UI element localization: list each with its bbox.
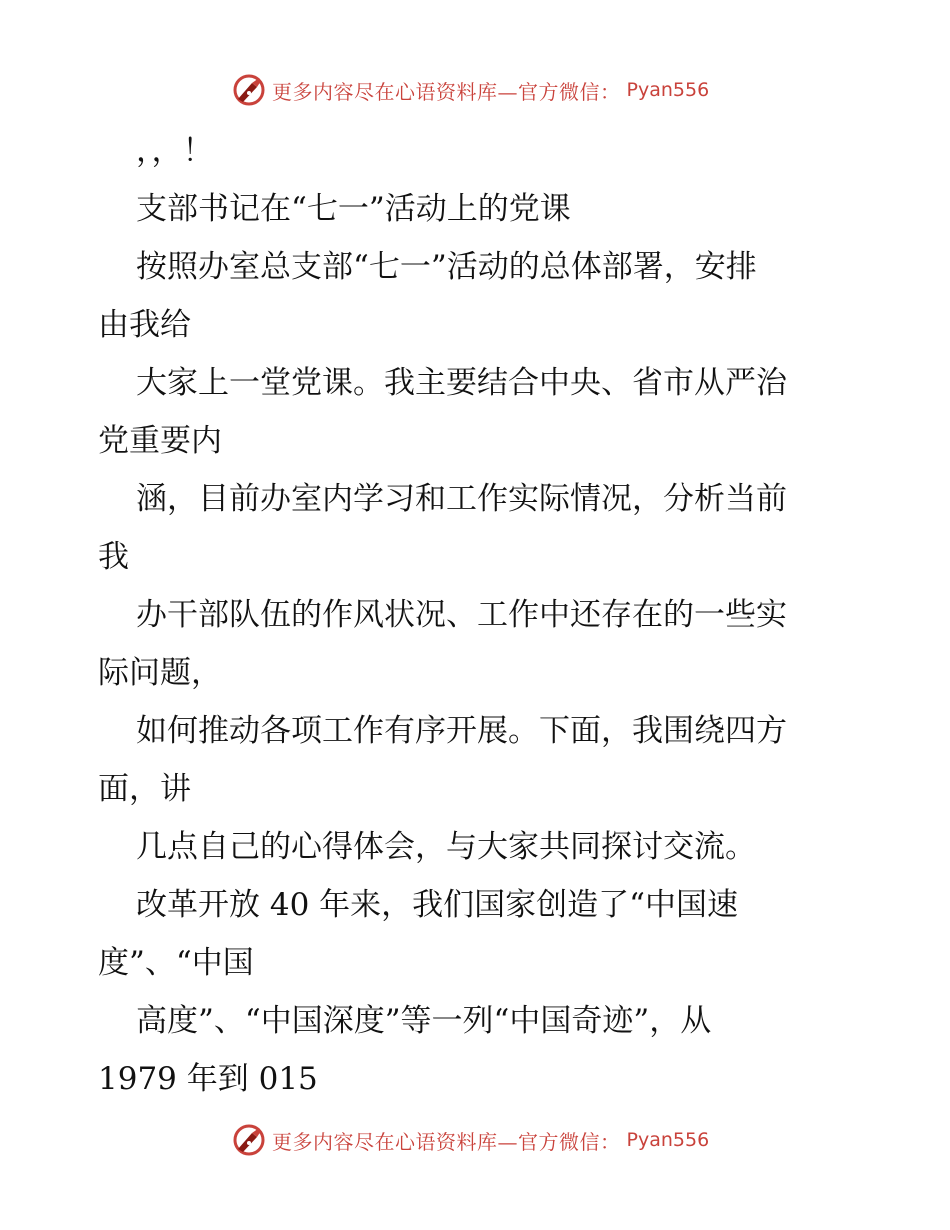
text-line: 涵，目前办室内学习和工作实际情况，分析当前: [136, 481, 787, 517]
text-line: 支部书记在“七一”活动上的党课: [136, 191, 571, 227]
pen-nib-icon: [232, 73, 266, 107]
text-line: 按照办室总支部“七一”活动的总体部署，安排: [136, 249, 757, 285]
footer-wechat-id: Pyan556: [626, 1129, 710, 1151]
text-line: 面，讲: [98, 771, 191, 807]
text-line: 1979 年到 015: [98, 1061, 318, 1097]
text-line: 党重要内: [98, 423, 222, 459]
header-watermark-banner: [232, 72, 709, 108]
text-line: 大家上一堂党课。我主要结合中央、省市从严治: [136, 365, 787, 401]
text-line: 际问题，: [98, 655, 222, 691]
text-line: 由我给: [98, 307, 191, 343]
text-line: 如何推动各项工作有序开展。下面，我围绕四方: [136, 713, 787, 749]
text-line: 我: [98, 539, 129, 575]
pen-nib-icon: [232, 1123, 266, 1157]
text-line: 几点自己的心得体会，与大家共同探讨交流。: [136, 829, 756, 865]
text-line: 改革开放 40 年来，我们国家创造了“中国速: [136, 887, 739, 923]
text-line: 办干部队伍的作风状况、工作中还存在的一些实: [136, 597, 787, 633]
text-line: ，，！: [136, 133, 214, 169]
text-line: 高度”、“中国深度”等一列“中国奇迹”，从: [136, 1003, 712, 1039]
header-banner-text: 更多内容尽在心语资料库—官方微信：: [272, 79, 621, 104]
text-line: 度”、“中国: [98, 945, 254, 981]
footer-watermark-banner: [232, 1122, 709, 1158]
footer-banner-text: 更多内容尽在心语资料库—官方微信：: [272, 1129, 621, 1154]
header-wechat-id: Pyan556: [626, 79, 710, 101]
